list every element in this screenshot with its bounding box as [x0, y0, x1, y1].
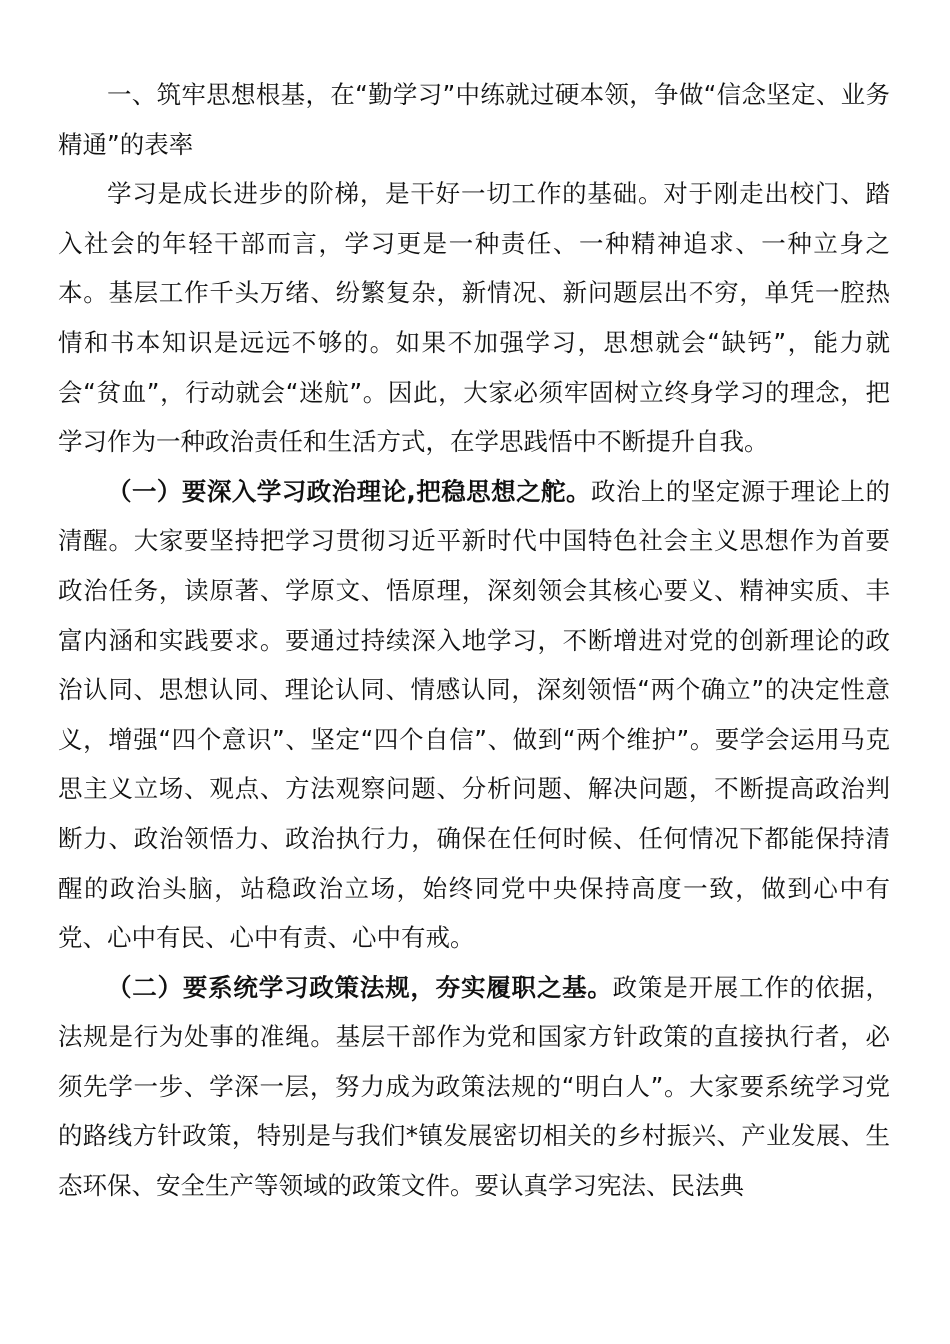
- heading-1: 一、筑牢思想根基，在“勤学习”中练就过硬本领，争做“信念坚定、业务精通”的表率: [58, 80, 890, 159]
- section-2-paragraph: [58, 963, 890, 1211]
- section-1-body: 政治上的坚定源于理论上的清醒。大家要坚持把学习贯彻习近平新时代中国特色社会主义思想作为首要政治任务，读原著、学原文、悟原理，深刻领会其核心要义、精神实质、丰富内涵和实践要求。要通过持续深入地学习，不断增进对党的创新理论的政治认同、思想认同、理论认同、情感认同，深刻领悟“两个确立”的决定性意义，增强“四个意识”、坚定“四个自信”、做到“两个维护”。要学会运用马克思主义立场、观点、方法观察问题、分析问题、解决问题，不断提高政治判断力、政治领悟力、政治执行力，确保在任何时候、任何情况下都能保持清醒的政治头脑，站稳政治立场，始终同党中央保持高度一致，做到心中有党、心中有民、心中有责、心中有戒。: [58, 476, 891, 953]
- section-2-body: 政策是开展工作的依据，法规是行为处事的准绳。基层干部作为党和国家方针政策的直接执行者，必须先学一步、学深一层，努力成为政策法规的“明白人”。大家要系统学习党的路线方针政策，特别是与我们*镇发展密切相关的乡村振兴、产业发展、生态环保、安全生产等领域的政策文件。要认真学习宪法、民法典: [58, 972, 891, 1201]
- section-1-lead: （一）要深入学习政治理论,把稳思想之舵。: [107, 476, 591, 506]
- section-1-paragraph: [58, 467, 890, 963]
- intro-paragraph: 学习是成长进步的阶梯，是干好一切工作的基础。对于刚走出校门、踏入社会的年轻干部而言，学习更是一种责任、一种精神追求、一种立身之本。基层工作千头万绪、纷繁复杂，新情况、新问题层出不穷，单凭一腔热情和书本知识是远远不够的。如果不加强学习，思想就会“缺钙”，能力就会“贫血”，行动就会“迷航”。因此，大家必须牢固树立终身学习的理念，把学习作为一种政治责任和生活方式，在学思践悟中不断提升自我。: [58, 179, 890, 457]
- section-2-lead: （二）要系统学习政策法规，夯实履职之基。: [107, 972, 613, 1002]
